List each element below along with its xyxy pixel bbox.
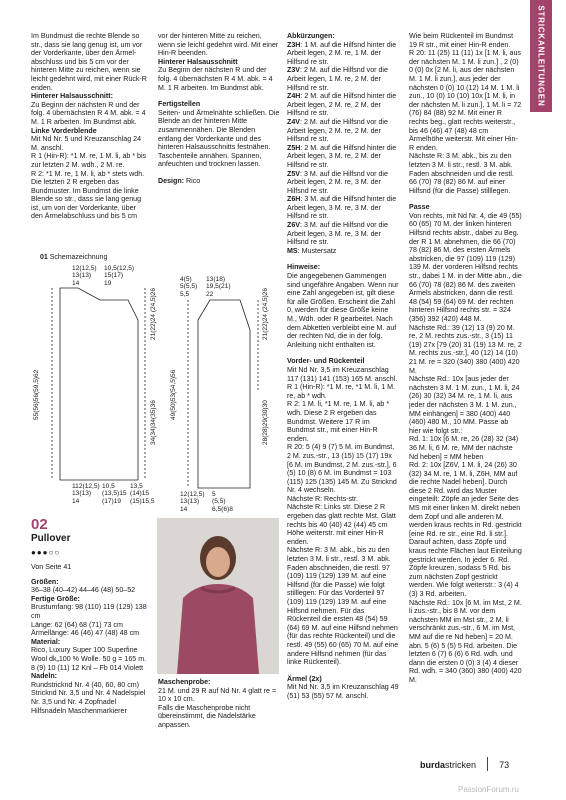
abbreviation-item: Z5H: 2 M. auf die Hilfsnd hinter die Arbeit legen, 3 M. re, 2 M. der Hilfsnd re str. bbox=[287, 143, 397, 169]
measure: 13,5 (14)15 (15)15,5 bbox=[130, 483, 155, 505]
heading: Fertigstellen bbox=[158, 100, 201, 109]
column-4 bbox=[409, 32, 522, 685]
measure: 112(12,5) 13(13) 14 bbox=[72, 483, 100, 505]
schema-number: 01 bbox=[40, 254, 48, 261]
pullover-photo bbox=[157, 518, 279, 674]
design-line bbox=[158, 177, 280, 186]
heading: Abkürzungen: bbox=[287, 32, 335, 40]
abbreviation-key: Z3H bbox=[287, 40, 301, 49]
schema-caption bbox=[40, 254, 107, 261]
abbreviation-value: 2 M. auf die Hilfsnd vor die Arbeit legen, 2 M. re, 2 M. der Hilfsnd re str. bbox=[287, 117, 388, 144]
paragraph: Nächste Rd.: 10x [6 M. im Mst, 2 M. li zus.-str., bis 8 M. vor dem nächsten MM im Mst str., 2 M. li verschränkt zus.-str., 6 M. im Mst, MM auf die re Nd heben] = 20 M. abn. 5 (6) 5 (5) 5 Rd. arbeiten. Die letzten 6 (7) 6 (6) 6 Rd. wdh. und dann die ersten 0 (0) 3 (4) 4 dieser Rd. wdh. = 340 (360) 380 (400) 420 M. bbox=[409, 598, 522, 684]
heading: Vorder- und Rückenteil bbox=[287, 357, 365, 366]
measure: 21(22)24 (24,5)26 bbox=[262, 287, 269, 340]
abbreviation-key: Z5V bbox=[287, 169, 301, 178]
abbreviation-key: Z5H bbox=[287, 143, 301, 152]
abbreviation-item: Z6H: 3 M. auf die Hilfsnd hinter die Arbeit legen, 3 M. re, 3 M. der Hilfsnd re str. bbox=[287, 195, 397, 221]
material: Rico, Luxury Super 100 Superfine Wool dk„100 % Wolle. 50 g = 165 m. 8 (9) 10 (11) 12 Knl – Fb 014 Violett bbox=[31, 646, 147, 672]
abbreviation-item: Z4V: 2 M. auf die Hilfsnd vor die Arbeit legen, 2 M. re, 2 M. der Hilfsnd re str. bbox=[287, 117, 388, 144]
heading: Hinterer Halsausschnitt: bbox=[31, 92, 113, 101]
heading: Passe bbox=[409, 203, 430, 212]
body-outline bbox=[60, 288, 138, 480]
heading: Nadeln: bbox=[31, 672, 58, 681]
paragraph: Zu Beginn der nächsten R und der folg. 4 übernächsten R 4 M. abk. = 4 M. 1 R arbeiten. Im Bundmst abk. bbox=[31, 100, 146, 126]
abbreviation-key: Z4V bbox=[287, 117, 301, 126]
sleeve-length: Ärmellänge: 46 (46) 47 (48) 48 cm bbox=[31, 629, 140, 638]
footer-separator bbox=[487, 757, 488, 771]
paragraph: Rd. 2: 10x [Z6V, 1 M. li, 24 (26) 30 (32) 34 M. re, 1 M. li, Z6H, MM auf die rechte Nadel heben]. Durch diese 2 Rd. wird das Muster eingeteilt: Zöpfe an jeder Seite des MS mit einer linken M. direkt neben dem Zopf und alle anderen M. werden kraus rechts in Rd. gestrickt [eine Rd. re str., eine Rd. li str.]. Darauf achten, dass Zöpfe und kraus rechte Flächen laut Einteilung gestrickt werden. In jeder 6. Rd. Zöpfe kreuzen, sodass 5 Rd. bis zum nächsten Zopf gestrickt werden. Wie folgt weiterstr.: 3 (4) 4 (3) 3 Rd. arbeiten. bbox=[409, 461, 522, 598]
watermark: PassionForum.ru bbox=[458, 785, 519, 794]
materials-block bbox=[31, 563, 151, 715]
abbreviation-item: Z6V: 3 M. auf die Hilfsnd vor die Arbeit legen, 3 M. re, 3 M. der Hilfsnd re str. bbox=[287, 221, 388, 247]
paragraph: Nächste Rd.: 10x [aus jeder der nächsten 3 M. 1 M. zun., 1 M. li, 24 (26) 30 (32) 34 M. re, 1 M. li, aus jeder der nächsten 3 M. 1 M. zun., MM einhängen] = 380 (400) 440 (460) 480 M., 10 MM. Passe ab hier wie folgt str.: bbox=[409, 375, 520, 435]
heading: Fertige Größe: bbox=[31, 594, 80, 603]
measure: 49(50)53(54,5)56 bbox=[170, 369, 177, 420]
pattern-number: 02 bbox=[31, 516, 48, 533]
section-tab-label: STRICKANLEITUNGEN bbox=[536, 5, 546, 107]
abbreviation-list bbox=[287, 41, 399, 256]
heading: Hinterer Halsausschnitt bbox=[158, 57, 238, 66]
model-photo bbox=[157, 518, 279, 674]
measure: 34(34)34(35)36 bbox=[150, 400, 157, 445]
paragraph: Seiten- und Ärmelnähte schließen. Die Blende an der hinteren Mitte zusammennähen. Die Blenden entlang der Vorderkante und des hinteren Halsausschnitts festnähen. Taschenteile annähen. Spannen, anfeuchten und trocknen lassen. bbox=[158, 108, 280, 169]
heading: Maschenprobe: bbox=[158, 678, 211, 686]
measure: 12(12,5) 13(13) 14 bbox=[180, 491, 205, 513]
measure: 55(56)56(59,5)62 bbox=[33, 369, 40, 420]
paragraph: Zu Beginn der nächsten R und der folg. 4 übernächsten R 4 M. abk. = 4 M. 1 R arbeiten. Im Bundmst abk. bbox=[158, 66, 273, 92]
brand-name-suffix: stricken bbox=[445, 760, 477, 770]
heading: Ärmel (2x) bbox=[287, 674, 322, 683]
abbreviation-value: 1 M. auf die Hilfsnd hinter die Arbeit legen, 2 M. re, 1 M. der Hilfsnd re str. bbox=[287, 40, 397, 66]
section-tab bbox=[530, 0, 552, 112]
heading: Material: bbox=[31, 637, 61, 646]
paragraph: Nächste R: 3 M. abk., bis zu den letzten 3 M. li str., restl. 3 M. abk. Faden abschneiden und die restl. 66 (70) 78 (82) 86 M. auf einer Hilfsnd (für die Passe) stilllegen. bbox=[409, 152, 514, 195]
heading: Größen: bbox=[31, 577, 59, 586]
measure: 10,5(12,5) 15(17) 19 bbox=[104, 265, 135, 287]
paragraph: R 2: *1 M. re, 1 M. li, ab * stets wdh. Die letzten 2 R ergeben das Bundmuster. Im Bundmst die linke Blende so str., dass sie lang genug ist, um von der Vorderkante, über den Ärmelabschluss und bis 5 cm bbox=[31, 169, 145, 221]
paragraph: Nächste R: Rechts-str. bbox=[287, 494, 358, 503]
column-2 bbox=[158, 32, 280, 186]
abbreviation-value: 2 M. auf die Hilfsnd hinter die Arbeit legen, 3 M. re, 2 M. der Hilfsnd re str. bbox=[287, 143, 397, 169]
design-label: Design: bbox=[158, 176, 185, 185]
sizes: 36–38 (40–42) 44–46 (48) 50–52 bbox=[31, 586, 136, 595]
measure: 12(12,5) 13(13) 14 bbox=[72, 265, 97, 287]
abbreviation-key: MS bbox=[287, 246, 298, 255]
paragraph: R 20: 11 (25) 11 (11) 1x [1 M. li, aus der nächsten M. 1 M. li zun.] , 2 (0) 0 (0) 0x [2 M. li, aus der nächsten M. 1 M. li zun.], aus jeder der nächsten 0 (0) 10 (12) 14 M. 1 M. li zun., 10 (0) 10 (10) 10x [1 M. li, in der nächsten M. li zun.], 1 M. li = 72 (76) 84 (88) 92 M. Mit einer R rechts beg., glatt rechts weiterstr., bis 46 (46) 47 (48) 48 cm Ärmelhöhe weiterstr. Mit einer Hin-R enden. bbox=[409, 49, 522, 152]
chest: Brustumfang: 98 (110) 119 (129) 138 cm bbox=[31, 603, 147, 620]
abbreviation-value: 2 M. auf die Hilfsnd hinter die Arbeit legen, 2 M. re, 2 M. der Hilfsnd re str. bbox=[287, 92, 397, 118]
paragraph: R 20: 5 (4) 9 (7) 5 M. im Bundmst, 2 M. zus.-str., 13 (15) 15 (17) 19x [6 M. im Bundmst, 2 M. zus.-str.], 6 (5) 10 (8) 6 M. im Bundmst = 103 (115) 125 (135) 145 M. Zu Stricknd Nr. 4 wechseln. bbox=[287, 443, 397, 495]
paragraph: R 1 (Hin-R): *1 M. re, *1 M. li, 1 M. re, ab * wdh. bbox=[287, 383, 395, 400]
abbreviation-key: Z4H bbox=[287, 92, 301, 101]
measure: 4(5) 5(5,5) 5,5 bbox=[180, 276, 198, 298]
paragraph: Mit Nd Nr. 3,5 im Kreuzanschlag 49 (51) 53 (55) 57 M. anschl. bbox=[287, 683, 399, 700]
abbreviation-key: Z6H bbox=[287, 195, 301, 204]
abbreviation-key: Z3V bbox=[287, 66, 301, 75]
paragraph: Nächste R: 3 M. abk., bis zu den letzten 3 M. li str., restl. 3 M. abk. Faden abschneiden, die restl. 97 (109) 119 (129) 139 M. auf eine Hilfsnd (für die Passe) wie folgt stilllegen: Für das Vorderteil 97 (109) 119 (129) 139 M. auf eine Hilfsnd nehmen. Für das Rückenteil die ersten 48 (54) 59 (64) 69 M. auf eine Hilfsnd nehmen (für das rechte Rückenteil) und die restl. 49 (55) 60 (65) 70 M. auf eine andere Hilfsnd nehmen (für das linke Rückenteil). bbox=[287, 546, 399, 667]
paragraph: Nächste R: Links str. Diese 2 R ergeben das glatt rechte Mst. Glatt rechts bis 40 (40) 42 (44) 45 cm Höhe weiterstr. mit einer Hin-R enden. bbox=[287, 503, 396, 546]
abbreviation-value: 3 M. auf die Hilfsnd hinter die Arbeit legen, 3 M. re, 3 M. der Hilfsnd re str. bbox=[287, 195, 397, 221]
paragraph: R 2: 1 M. li, *1 M. re, 1 M. li, ab * wdh. Diese 2 R ergeben das Bundmst. Weitere 17 R im Bundmst str., mit einer Hin-R enden. bbox=[287, 400, 390, 443]
paragraph: R 1 (Hin-R): *1 M. re, 1 M. li, ab * bis zur letzten 2 M. wdh., 2 M. re. bbox=[31, 152, 147, 169]
sleeve-outline bbox=[198, 300, 250, 488]
abbreviation-item: MS: Mustersatz bbox=[287, 246, 337, 255]
abbreviation-item: Z3H: 1 M. auf die Hilfsnd hinter die Arbeit legen, 2 M. re, 1 M. der Hilfsnd re str. bbox=[287, 40, 397, 66]
page-number: 73 bbox=[499, 760, 510, 770]
gauge: 21 M. und 29 R auf Nd Nr. 4 glatt re = 10 x 10 cm. Falls die Maschenprobe nicht übereinstimmt, die Nadelstärke anpassen. bbox=[158, 686, 277, 729]
difficulty-rating: ●●●○○ bbox=[31, 548, 61, 557]
measure: 21(22)24 (24,5)26 bbox=[150, 287, 157, 340]
design-value: Rico bbox=[186, 176, 201, 185]
abbreviation-item: Z3V: 2 M. auf die Hilfsnd vor die Arbeit legen, 1 M. re, 2 M. der Hilfsnd re str. bbox=[287, 66, 388, 92]
length: Länge: 62 (64) 68 (71) 73 cm bbox=[31, 620, 123, 629]
abbreviation-value: 3 M. auf die Hilfsnd vor die Arbeit legen, 3 M. re, 3 M. der Hilfsnd re str. bbox=[287, 221, 388, 247]
column-3 bbox=[287, 32, 399, 701]
paragraph: Mit Nd Nr. 3,5 im Kreuzanschlag 117 (131) 141 (153) 165 M. anschl. bbox=[287, 365, 398, 383]
abbreviation-key: Z6V bbox=[287, 221, 301, 230]
brand-name: burda bbox=[420, 760, 446, 770]
paragraph: Wie beim Rückenteil im Bundmst 19 R str., mit einer Hin-R enden. bbox=[409, 32, 514, 49]
measure: 13(18) 19,5(21) 22 bbox=[206, 276, 231, 298]
measure: 10,5 (13,5)15 (17)19 bbox=[102, 483, 127, 505]
abbreviation-value: Mustersatz bbox=[301, 246, 337, 255]
heading: Linke Vorderblende bbox=[31, 126, 97, 135]
abbreviation-value: 3 M. auf die Hilfsnd vor die Arbeit legen, 2 M. re, 3 M. der Hilfsnd re str. bbox=[287, 169, 388, 195]
paragraph: Von rechts, mit Nd Nr. 4, die 49 (55) 60 (65) 70 M. der linken hinteren Hilfsnd rechts abstr., dabei zu Beg. der R 1 M. abnehmen, die 66 (70) 78 (82) 86 M. des ersten Ärmels abstricken, die 97 (109) 119 (129) 139 M. der vorderen Hilfsnd rechts str., dabei 1 M. in der Mitte abn., die 66 (70) 78 (82) 86 M. des zweiten Ärmels abstricken, dann die restl. 48 (54) 59 (64) 69 M. der rechten hinteren Hilfsnd rechts str. = 324 (356) 392 (420) 448 M. bbox=[409, 211, 522, 323]
heading: Hinweise: bbox=[287, 263, 321, 272]
abbreviation-item: Z5V: 3 M. auf die Hilfsnd vor die Arbeit legen, 2 M. re, 3 M. der Hilfsnd re str. bbox=[287, 169, 388, 195]
paragraph: Im Bundmust die rechte Blende so str., dass sie lang genug ist, um vor der Vorderkante, über den Ärmel-abschluss und bis 5 cm vor der hinteren Mitte zu reichen, wenn sie leicht gedehnt wird, mit einer Rück-R enden. bbox=[31, 32, 147, 92]
abbreviation-item: Z4H: 2 M. auf die Hilfsnd hinter die Arbeit legen, 2 M. re, 2 M. der Hilfsnd re str. bbox=[287, 92, 397, 118]
paragraph: vor der hinteren Mitte zu reichen, wenn sie leicht gedehnt wird. Mit einer Hin-R beenden. bbox=[158, 32, 279, 58]
paragraph: Rd. 1: 10x [6 M. re, 26 (28) 32 (34) 36 M. li, 6 M. re, MM der nächste Nd heben] = MM heben bbox=[409, 435, 519, 461]
paragraph: Nächste Rd.: 39 (12) 13 (9) 20 M. re, 2 M. rechts zus.-str., 3 (15) 11 (19) 27x [79 (20) 31 (19) 13 M. re, 2 M. rechts zus.-str.], 40 (12) 14 (10) 21 M. re = 320 (340) 380 (400) 420 M. bbox=[409, 323, 522, 375]
see-page: Von Seite 41 bbox=[31, 563, 72, 571]
paragraph: Die angegebenen Garnmengen sind ungefähre Angaben. Wenn nur eine Zahl angegeben ist, gilt diese für alle Größen. Erscheint die Zahl 0, werden für diese Größe keine M., Wdh. oder R gearbeitet. Nach dem Abketten verbleibt eine M. auf der rechten Nd, die in der folg. Anleitung nicht enthalten ist. bbox=[287, 272, 399, 349]
footer bbox=[420, 760, 509, 770]
paragraph: Mit Nd Nr. 5 und Kreuzanschlag 24 M. anschl. bbox=[31, 135, 142, 152]
pattern-title: Pullover bbox=[31, 533, 71, 544]
measure: 5 (5,5) 6,5(6)8 bbox=[212, 491, 233, 513]
column-1 bbox=[31, 32, 147, 221]
needles: Rundstricknd Nr. 4 (40, 60, 80 cm) Stricknd Nr. 3,5 und Nr. 4 Nadelspiel Nr. 3,5 und Nr. 4 Zopfnadel Hilfsnadeln Maschenmarkierer bbox=[31, 680, 146, 715]
measure: 28(28)29(30)30 bbox=[262, 400, 269, 445]
abbreviation-value: 2 M. auf die Hilfsnd vor die Arbeit legen, 1 M. re, 2 M. der Hilfsnd re str. bbox=[287, 66, 388, 92]
schema-title: Schemazeichnung bbox=[49, 254, 108, 261]
gauge-block bbox=[158, 678, 280, 730]
